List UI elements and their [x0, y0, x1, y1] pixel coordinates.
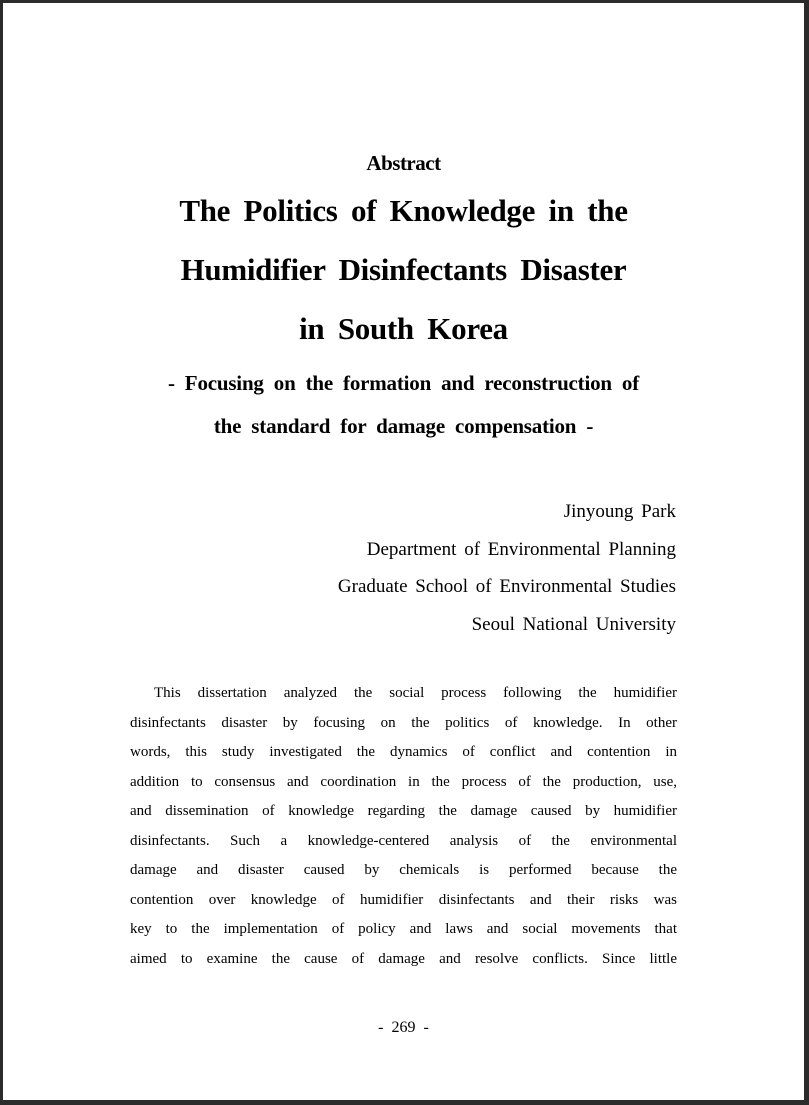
body-line: disinfectants. Such a knowledge-centered analysis of the environmental: [130, 832, 677, 849]
author-school: Graduate School of Environmental Studies: [337, 576, 676, 597]
body-line: damage and disaster caused by chemicals is performed because the: [130, 862, 677, 878]
author-block: [338, 498, 676, 648]
page-number: - 269 -: [378, 1019, 429, 1036]
body-line: words, this study investigated the dynamics of conflict and contention in: [130, 744, 677, 760]
author-name: Jinyoung Park: [563, 501, 676, 522]
body-line: contention over knowledge of humidifier disinfectants and their risks was: [130, 891, 677, 908]
title-line-1: The Politics of Knowledge in the: [179, 193, 628, 228]
subtitle-line-1: - Focusing on the formation and reconstruction of: [167, 371, 640, 395]
body-line: disinfectants disaster by focusing on the politics of knowledge. In other: [130, 714, 677, 731]
author-university: Seoul National University: [471, 613, 676, 635]
abstract-body: [130, 679, 677, 974]
subtitle-line-2: the standard for damage compensation -: [213, 414, 594, 438]
body-line: key to the implementation of policy and laws and social movements that: [130, 921, 677, 937]
author-department: Department of Environmental Planning: [366, 538, 676, 560]
body-line: addition to consensus and coordination in the process of the production, use,: [130, 773, 677, 790]
title-line-2: Humidifier Disinfectants Disaster: [180, 252, 627, 287]
body-line: aimed to examine the cause of damage and resolve conflicts. Since little: [130, 950, 677, 967]
body-line: This dissertation analyzed the social process following the humidifier: [154, 685, 677, 701]
body-line: and dissemination of knowledge regarding the damage caused by humidifier: [130, 803, 677, 819]
title-line-3: in South Korea: [299, 311, 508, 346]
abstract-label: Abstract: [366, 151, 441, 175]
